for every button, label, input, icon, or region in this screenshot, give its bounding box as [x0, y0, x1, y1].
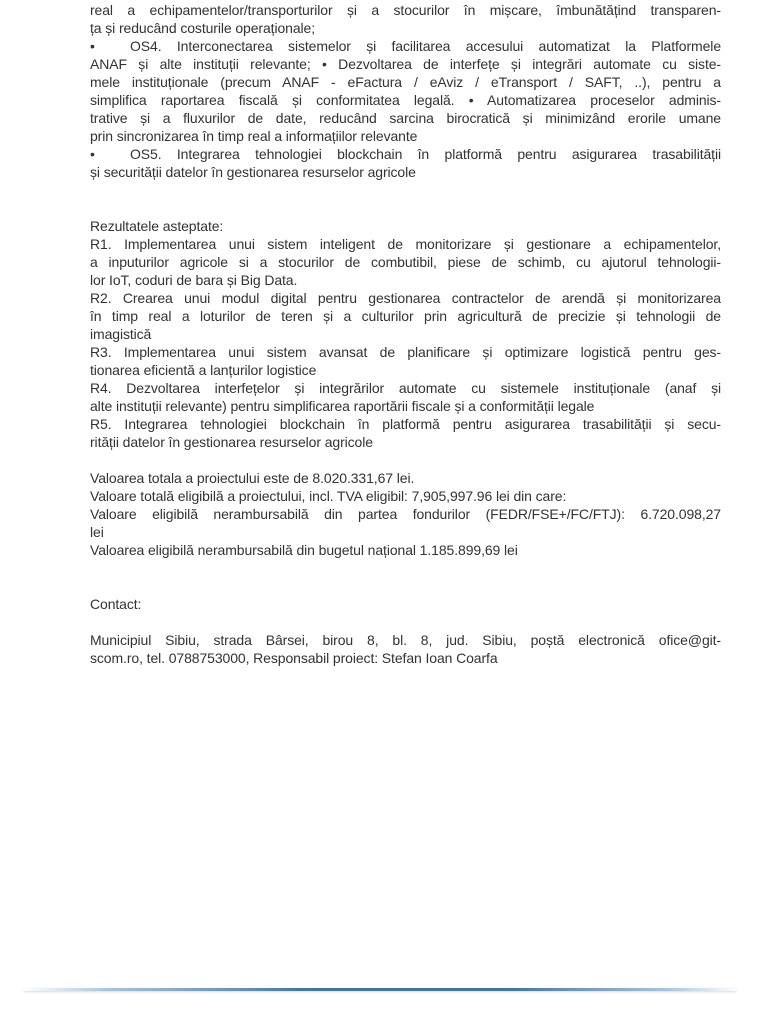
text-line: Contact:	[90, 596, 142, 612]
blank-line	[90, 451, 721, 469]
text-line: ța și reducând costurile operaționale;	[90, 20, 316, 36]
text-line: ANAF și alte instituții relevante; • Dezvoltarea de interfețe și integrări automate cu siste-	[90, 56, 721, 72]
text-line: tionarea eficientă a lanțurilor logistice	[90, 362, 317, 378]
text-line: lor IoT, coduri de bara și Big Data.	[90, 272, 298, 288]
text-line: prin sincronizarea în timp real a informațiilor relevante	[90, 128, 418, 144]
text-line: Municipiul Sibiu, strada Bârsei, birou 8, bl. 8, jud. Sibiu, poștă electronică ofice@git-	[90, 632, 721, 648]
blank-line	[90, 559, 721, 577]
text-line: a inputurilor agricole si a stocurilor de combutibil, piese de schimb, cu ajutorul tehnologii-	[90, 254, 721, 270]
bullet-marker: •	[90, 146, 95, 162]
text-line: R5. Integrarea tehnologiei blockchain în platformă pentru asigurarea trasabilității și secu-	[90, 416, 721, 432]
blank-line	[90, 199, 721, 217]
text-line: Valoarea totala a proiectului este de 8.020.331,67 lei.	[90, 470, 415, 486]
blank-line	[90, 181, 721, 199]
text-line: simplifica raportarea fiscală și conformitatea legală. • Automatizarea proceselor adminis-	[90, 92, 721, 108]
bullet-marker: •	[90, 38, 95, 54]
footer-divider-line	[24, 988, 737, 991]
text-line: rității datelor în gestionarea resurselor agricole	[90, 434, 373, 450]
text-line: mele instituționale (precum ANAF - eFactura / eAviz / eTransport / SAFT, ..), pentru a	[90, 74, 721, 90]
document-body	[90, 1, 721, 667]
text-line: R4. Dezvoltarea interfețelor și integrărilor automate cu sistemele instituționale (anaf și	[90, 380, 721, 396]
text-line: real a echipamentelor/transporturilor și a stocurilor în mișcare, îmbunătățind transparen-	[90, 2, 721, 18]
text-line: • OS5. Integrarea tehnologiei blockchain în platformă pentru asigurarea trasabilității	[90, 146, 721, 162]
text-line: R1. Implementarea unui sistem inteligent de monitorizare și gestionare a echipamentelor,	[90, 236, 721, 252]
text-line: R2. Crearea unui modul digital pentru gestionarea contractelor de arendă și monitorizarea	[90, 290, 721, 306]
text-line: în timp real a loturilor de teren și a culturilor prin agricultură de precizie și tehnologii de	[90, 308, 721, 324]
text-line: lei	[90, 524, 104, 540]
blank-line	[90, 613, 721, 631]
text-line: Rezultatele asteptate:	[90, 218, 224, 234]
text-line: alte instituții relevante) pentru simplificarea raportării fiscale și a conformității legale	[90, 398, 595, 414]
text-line: trative și a fluxurilor de date, reducând sarcina birocratică și minimizând erorile umane	[90, 110, 721, 126]
blank-line	[90, 577, 721, 595]
text-line: scom.ro, tel. 0788753000, Responsabil proiect: Stefan Ioan Coarfa	[90, 650, 498, 666]
text-line: Valoarea eligibilă nerambursabilă din bugetul național 1.185.899,69 lei	[90, 542, 518, 558]
text-line: • OS4. Interconectarea sistemelor și facilitarea accesului automatizat la Platformele	[90, 38, 721, 54]
text-line: și securității datelor în gestionarea resurselor agricole	[90, 164, 416, 180]
text-line: R3. Implementarea unui sistem avansat de planificare și optimizare logistică pentru ges-	[90, 344, 721, 360]
text-line: Valoare eligibilă nerambursabilă din partea fondurilor (FEDR/FSE+/FC/FTJ): 6.720.098,27	[90, 506, 721, 522]
text-line: Valoare totală eligibilă a proiectului, incl. TVA eligibil: 7,905,997.96 lei din care:	[90, 488, 567, 504]
text-line: imagistică	[90, 326, 152, 342]
